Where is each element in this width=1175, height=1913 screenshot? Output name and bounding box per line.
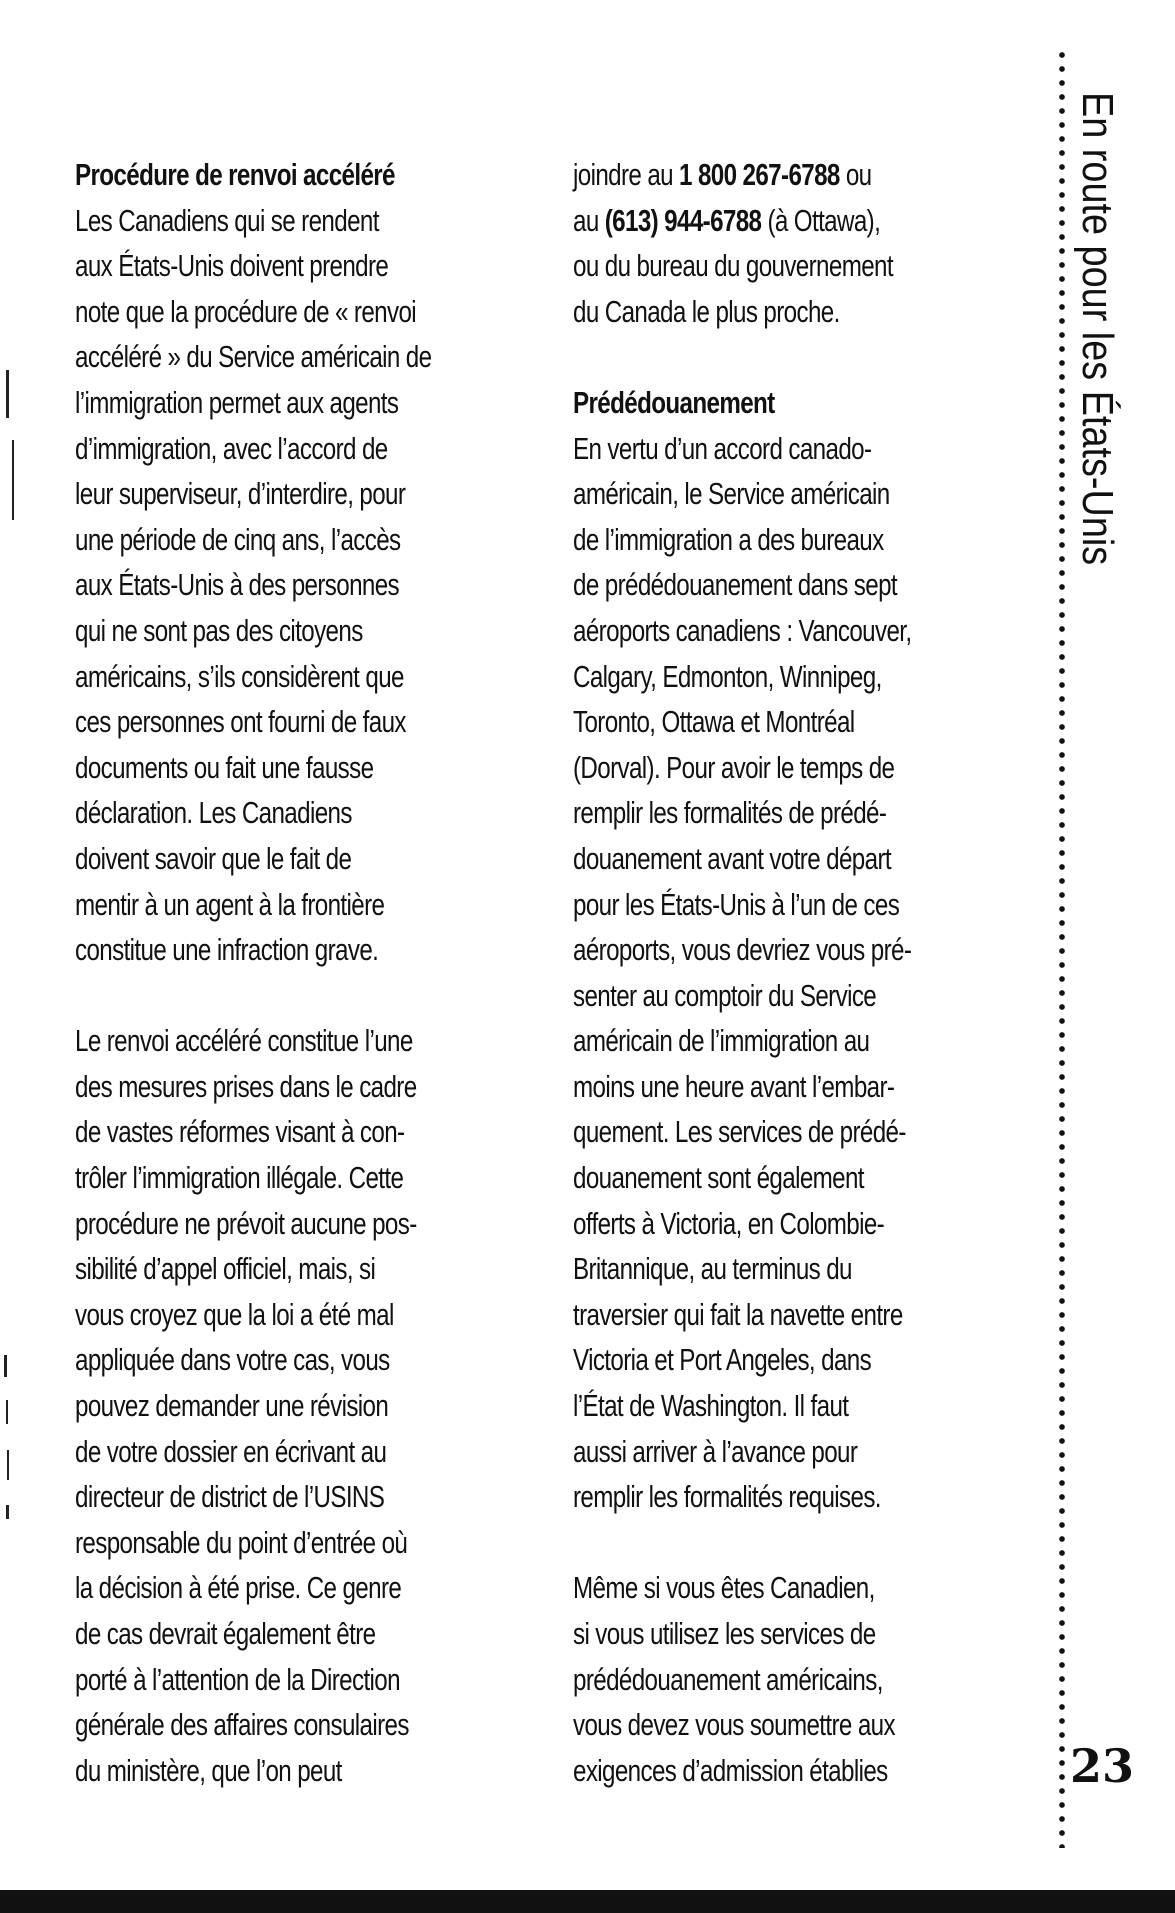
scan-artifact bbox=[6, 1505, 9, 1519]
paragraph-accelerated-removal bbox=[75, 198, 543, 973]
text-fragment: ou bbox=[839, 157, 872, 192]
text-line: Britannique, au terminus du bbox=[573, 1251, 852, 1287]
text-line: pour les États-Unis à l’un de ces bbox=[573, 886, 900, 922]
scan-artifact bbox=[6, 1400, 8, 1424]
scan-edge-bar bbox=[0, 1890, 1175, 1913]
text-line: douanement avant votre départ bbox=[573, 840, 891, 876]
text-line: ou du bureau du gouvernement bbox=[573, 248, 893, 284]
text-line: exigences d’admission établies bbox=[573, 1752, 888, 1788]
text-line: offerts à Victoria, en Colombie- bbox=[573, 1205, 885, 1241]
text-line: trôler l’immigration illégale. Cette bbox=[75, 1160, 404, 1196]
text-line: doivent savoir que le fait de bbox=[75, 840, 352, 876]
text-line: responsable du point d’entrée où bbox=[75, 1524, 408, 1560]
text-line: de votre dossier en écrivant au bbox=[75, 1433, 387, 1469]
text-line: sibilité d’appel officiel, mais, si bbox=[75, 1251, 376, 1287]
phone-number-ottawa: (613) 944-6788 bbox=[604, 202, 762, 238]
heading-preclearance: Prédédouanement bbox=[573, 384, 775, 420]
heading-accelerated-removal: Procédure de renvoi accéléré bbox=[75, 157, 395, 192]
text-line: quement. Les services de prédé- bbox=[573, 1114, 906, 1150]
text-line: Le renvoi accéléré constitue l’une bbox=[75, 1023, 413, 1059]
text-line: de prédédouanement dans sept bbox=[573, 567, 898, 603]
text-line: note que la procédure de « renvoi bbox=[75, 293, 417, 329]
text-line: d’immigration, avec l’accord de bbox=[75, 430, 388, 466]
text-line: documents ou fait une fausse bbox=[75, 749, 374, 785]
text-line: de l’immigration a des bureaux bbox=[573, 521, 884, 557]
text-line: procédure ne prévoit aucune pos- bbox=[75, 1205, 417, 1241]
text-line: Victoria et Port Angeles, dans bbox=[573, 1342, 872, 1378]
left-column bbox=[75, 152, 543, 1793]
text-fragment: au bbox=[573, 202, 605, 238]
text-line: aux États-Unis à des personnes bbox=[75, 567, 400, 603]
text-line: constitue une infraction grave. bbox=[75, 932, 379, 968]
right-column bbox=[573, 152, 1041, 1793]
running-section-title: En route pour les États-Unis bbox=[1073, 92, 1122, 566]
page-number: 23 bbox=[1070, 1739, 1135, 1793]
text-line bbox=[573, 198, 1041, 244]
text-line: de cas devrait également être bbox=[75, 1616, 376, 1651]
text-line: du ministère, que l’on peut bbox=[75, 1752, 342, 1788]
text-line: accéléré » du Service américain de bbox=[75, 339, 432, 375]
text-line: remplir les formalités de prédé- bbox=[573, 795, 887, 831]
phone-number-toll-free: 1 800 267-6788 bbox=[679, 157, 840, 192]
text-line: la décision à été prise. Ce genre bbox=[75, 1570, 402, 1606]
text-fragment: (à Ottawa), bbox=[761, 202, 881, 238]
text-line: de vastes réformes visant à con- bbox=[75, 1114, 405, 1150]
text-line: l’immigration permet aux agents bbox=[75, 384, 399, 420]
text-line: directeur de district de l’USINS bbox=[75, 1479, 385, 1515]
text-line: remplir les formalités requises. bbox=[573, 1479, 881, 1515]
text-line: traversier qui fait la navette entre bbox=[573, 1296, 903, 1332]
text-line: Même si vous êtes Canadien, bbox=[573, 1570, 875, 1606]
dotted-divider bbox=[1058, 48, 1066, 1848]
text-line: l’État de Washington. Il faut bbox=[573, 1388, 849, 1424]
text-line: du Canada le plus proche. bbox=[573, 293, 840, 329]
text-line: leur superviseur, d’interdire, pour bbox=[75, 476, 406, 512]
text-line: générale des affaires consulaires bbox=[75, 1707, 409, 1743]
text-line: Les Canadiens qui se rendent bbox=[75, 202, 379, 238]
text-line: porté à l’attention de la Direction bbox=[75, 1661, 400, 1697]
text-line: douanement sont également bbox=[573, 1160, 864, 1196]
text-line: En vertu d’un accord canado- bbox=[573, 430, 872, 466]
paragraph-contact-continuation bbox=[573, 152, 1041, 334]
text-line: aéroports canadiens : Vancouver, bbox=[573, 612, 912, 648]
text-line: vous devez vous soumettre aux bbox=[573, 1707, 895, 1743]
text-line: senter au comptoir du Service bbox=[573, 977, 877, 1013]
scan-artifact bbox=[4, 1355, 7, 1377]
paragraph-preclearance bbox=[573, 426, 1041, 1520]
text-line: pouvez demander une révision bbox=[75, 1388, 389, 1424]
text-fragment: joindre au bbox=[573, 157, 680, 192]
text-line: moins une heure avant l’embar- bbox=[573, 1068, 895, 1104]
scan-artifact bbox=[7, 1450, 9, 1480]
text-line: des mesures prises dans le cadre bbox=[75, 1068, 417, 1104]
text-line: vous croyez que la loi a été mal bbox=[75, 1296, 394, 1332]
text-line: si vous utilisez les services de bbox=[573, 1616, 876, 1651]
text-line: américain de l’immigration au bbox=[573, 1023, 870, 1059]
text-line: aux États-Unis doivent prendre bbox=[75, 248, 389, 284]
section-accelerated-removal bbox=[75, 152, 543, 973]
section-preclearance bbox=[573, 380, 1041, 1520]
text-line: appliquée dans votre cas, vous bbox=[75, 1342, 390, 1378]
text-line: qui ne sont pas des citoyens bbox=[75, 612, 363, 648]
text-line: (Dorval). Pour avoir le temps de bbox=[573, 749, 895, 785]
text-line: une période de cinq ans, l’accès bbox=[75, 521, 401, 557]
text-line: Calgary, Edmonton, Winnipeg, bbox=[573, 658, 882, 694]
text-line: déclaration. Les Canadiens bbox=[75, 795, 352, 831]
scan-artifact bbox=[12, 440, 14, 520]
text-line: aussi arriver à l’avance pour bbox=[573, 1433, 858, 1469]
paragraph-reform-measures bbox=[75, 1018, 543, 1793]
text-line: aéroports, vous devriez vous pré- bbox=[573, 932, 912, 968]
text-line: américain, le Service américain bbox=[573, 476, 890, 512]
text-line: prédédouanement américains, bbox=[573, 1661, 883, 1697]
scan-artifact bbox=[6, 370, 9, 418]
paragraph-admission-requirements bbox=[573, 1565, 1041, 1793]
text-line: américains, s’ils considèrent que bbox=[75, 658, 404, 694]
text-line: Toronto, Ottawa et Montréal bbox=[573, 704, 855, 740]
text-line: mentir à un agent à la frontière bbox=[75, 886, 385, 922]
text-line: ces personnes ont fourni de faux bbox=[75, 704, 406, 740]
text-line bbox=[573, 152, 1041, 198]
